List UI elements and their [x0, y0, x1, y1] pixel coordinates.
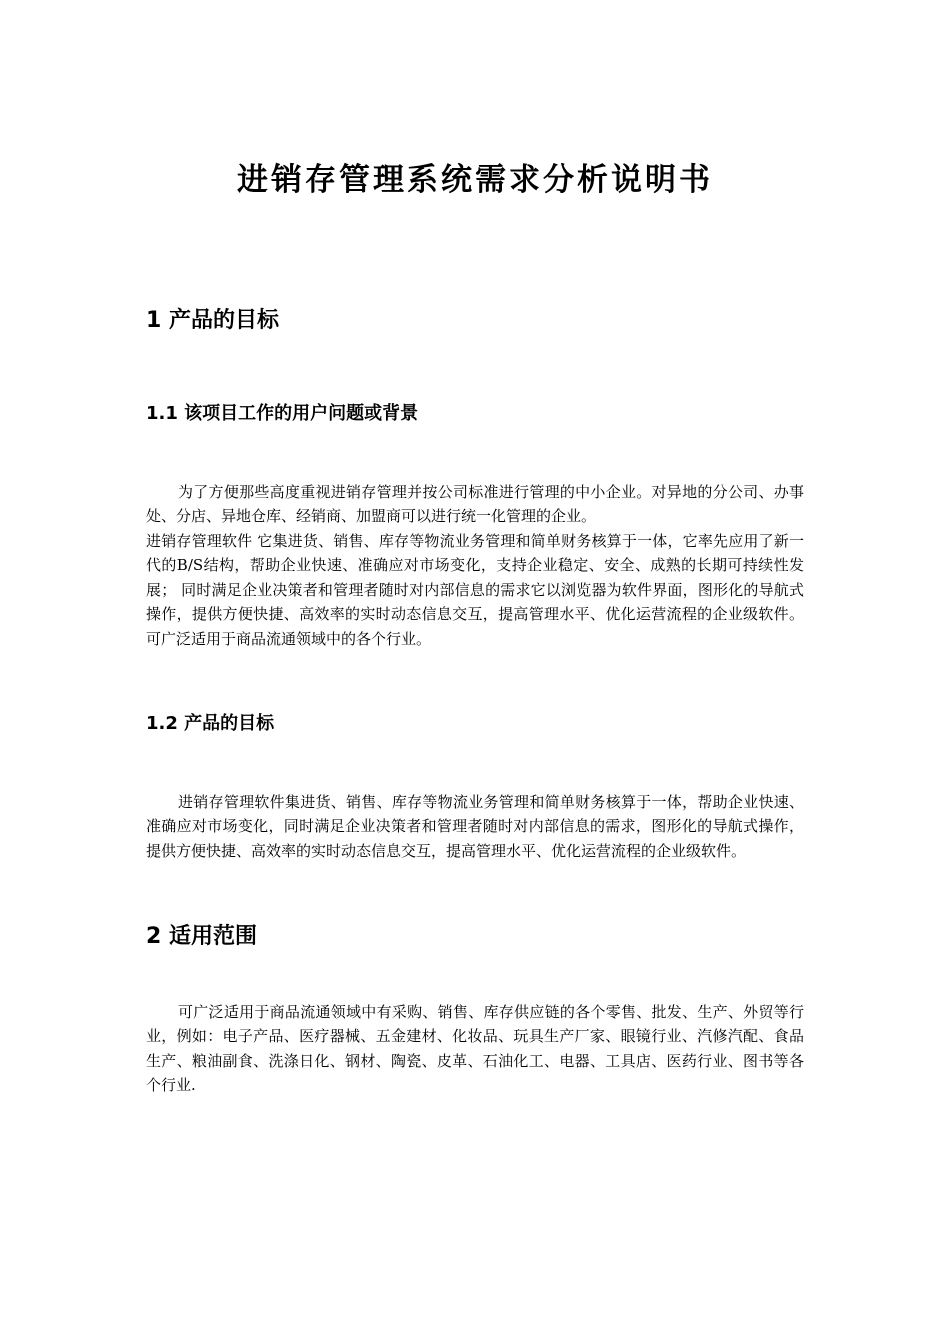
subsection-heading-product-goal: 1.2 产品的目标 — [146, 713, 275, 734]
subsection-heading-background: 1.1 该项目工作的用户问题或背景 — [146, 403, 419, 424]
paragraph-product-goal: 进销存管理软件集进货、销售、库存等物流业务管理和简单财务核算于一体，帮助企业快速、准确应对市场变化，同时满足企业决策者和管理者随时对内部信息的需求，图形化的导航式操作，提供方便快捷、高效率的实时动态信息交互，提高管理水平、优化运营流程的企业级软件。 — [146, 793, 804, 860]
paragraph-background-intro: 为了方便那些高度重视进销存管理并按公司标准进行管理的中小企业。对异地的分公司、办事处、分店、异地仓库、经销商、加盟商可以进行统一化管理的企业。 — [146, 483, 804, 526]
paragraph-scope: 可广泛适用于商品流通领域中有采购、销售、库存供应链的各个零售、批发、生产、外贸等行业，例如：电子产品、医疗器械、五金建材、化妆品、玩具生产厂家、眼镜行业、汽修汽配、食品生产、粮油副食、洗涤日化、钢材、陶瓷、皮革、石油化工、电器、工具店、医药行业、图书等各个行业. — [146, 1003, 804, 1095]
section-heading-scope: 2 适用范围 — [146, 924, 257, 949]
paragraph-background-software: 进销存管理软件 它集进货、销售、库存等物流业务管理和简单财务核算于一体，它率先应用了新一代的B/S结构，帮助企业快速、准确应对市场变化，支持企业稳定、安全、成熟的长期可持续性发展； 同时满足企业决策者和管理者随时对内部信息的需求它以浏览器为软件界面，图形化的导航式操作，提供方便快捷、高效率的实时动态信息交互，提高管理水平、优化运营流程的企业级软件。可广泛适用于商品流通领域中的各个行业。 — [146, 532, 804, 648]
document-title: 进销存管理系统需求分析说明书 — [237, 162, 713, 198]
section-heading-product-goal: 1 产品的目标 — [146, 308, 279, 333]
